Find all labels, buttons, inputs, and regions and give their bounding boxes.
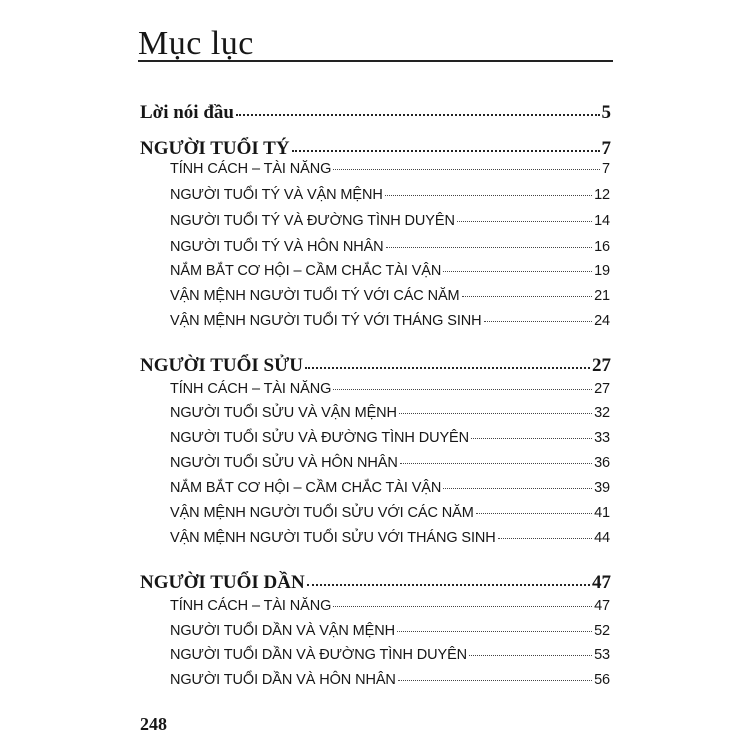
toc-entry-page: 21 (594, 288, 610, 304)
dot-leader (471, 438, 592, 439)
toc-entry-page: 32 (594, 405, 610, 421)
toc-subentry (170, 187, 610, 203)
toc-entry-page: 16 (594, 239, 610, 255)
dot-leader (398, 680, 592, 681)
toc-subentry (170, 288, 610, 304)
toc-entry-page: 53 (594, 647, 610, 663)
toc-subentry (170, 647, 610, 663)
toc-entry-page: 52 (594, 623, 610, 639)
toc-entry-page: 19 (594, 263, 610, 279)
toc-entry-page: 47 (592, 572, 611, 593)
toc-subentry (170, 263, 610, 279)
toc-entry-page: 5 (601, 102, 611, 123)
toc-entry-label: NẮM BẮT CƠ HỘI – CẦM CHẮC TÀI VẬN (170, 263, 442, 279)
toc-entry-page: 14 (594, 213, 610, 229)
toc-subentry (170, 455, 610, 471)
dot-leader (400, 463, 592, 464)
toc-entry-label: VẬN MỆNH NGƯỜI TUỔI TÝ VỚI THÁNG SINH (170, 313, 482, 329)
toc-entry-label: NGƯỜI TUỔI SỬU VÀ HÔN NHÂN (170, 455, 398, 471)
dot-leader (397, 631, 592, 632)
toc-subentry (170, 161, 610, 177)
toc-subentry (170, 239, 610, 255)
title-rule (138, 60, 613, 62)
dot-leader (399, 413, 592, 414)
toc-entry-page: 24 (594, 313, 610, 329)
toc-entry-page: 36 (594, 455, 610, 471)
toc-entry-page: 12 (594, 187, 610, 203)
toc-entry-label: NGƯỜI TUỔI TÝ VÀ VẬN MỆNH (170, 187, 383, 203)
dot-leader (236, 114, 600, 116)
toc-entry-label: VẬN MỆNH NGƯỜI TUỔI TÝ VỚI CÁC NĂM (170, 288, 460, 304)
toc-entry-label: VẬN MỆNH NGƯỜI TUỔI SỬU VỚI CÁC NĂM (170, 505, 474, 521)
toc-entry-page: 44 (594, 530, 610, 546)
toc-subentry (170, 530, 610, 546)
toc-entry-label: TÍNH CÁCH – TÀI NĂNG (170, 598, 332, 614)
toc-subentry (170, 623, 610, 639)
toc-entry-label: NGƯỜI TUỔI DẦN VÀ HÔN NHÂN (170, 672, 396, 688)
toc-section-heading (140, 138, 611, 160)
dot-leader (484, 321, 593, 322)
toc-section-heading (140, 355, 611, 377)
toc-entry-page: 56 (594, 672, 610, 688)
dot-leader (469, 655, 592, 656)
dot-leader (386, 247, 593, 248)
toc-entry-page: 7 (601, 138, 611, 159)
page-number: 248 (140, 714, 167, 734)
toc-entry-page: 27 (592, 355, 611, 376)
toc-subentry (170, 313, 610, 329)
toc-entry-label: VẬN MỆNH NGƯỜI TUỔI SỬU VỚI THÁNG SINH (170, 530, 496, 546)
dot-leader (333, 169, 600, 170)
toc-subentry (170, 672, 610, 688)
toc-subentry (170, 505, 610, 521)
toc-entry-page: 7 (602, 161, 610, 177)
toc-section-heading (140, 572, 611, 594)
toc-subentry (170, 381, 610, 397)
toc-entry-label: NGƯỜI TUỔI DẦN VÀ VẬN MỆNH (170, 623, 395, 639)
toc-subentry (170, 213, 610, 229)
dot-leader (443, 271, 592, 272)
toc-entry-page: 27 (594, 381, 610, 397)
toc-subentry (170, 598, 610, 614)
toc-entry-page: 39 (594, 480, 610, 496)
toc-entry-label: TÍNH CÁCH – TÀI NĂNG (170, 381, 332, 397)
toc-entry-preface (140, 102, 611, 124)
dot-leader (305, 367, 590, 369)
toc-entry-label: NGƯỜI TUỔI DẦN VÀ ĐƯỜNG TÌNH DUYÊN (170, 647, 468, 663)
toc-entry-label: TÍNH CÁCH – TÀI NĂNG (170, 161, 332, 177)
toc-entry-page: 33 (594, 430, 610, 446)
toc-entry-label: NGƯỜI TUỔI SỬU (140, 355, 303, 376)
dot-leader (443, 488, 592, 489)
dot-leader (462, 296, 593, 297)
toc-entry-page: 47 (594, 598, 610, 614)
page-title: Mục lục (138, 25, 254, 62)
dot-leader (333, 389, 592, 390)
toc-entry-label: NGƯỜI TUỔI DẦN (140, 572, 305, 593)
toc-subentry (170, 480, 610, 496)
toc-entry-label: NGƯỜI TUỔI SỬU VÀ VẬN MỆNH (170, 405, 397, 421)
toc-entry-label: Lời nói đầu (140, 102, 234, 123)
dot-leader (307, 584, 590, 586)
toc-subentry (170, 405, 610, 421)
dot-leader (292, 150, 600, 152)
dot-leader (385, 195, 592, 196)
toc-entry-label: NẮM BẮT CƠ HỘI – CẦM CHẮC TÀI VẬN (170, 480, 442, 496)
dot-leader (498, 538, 592, 539)
toc-entry-label: NGƯỜI TUỔI TÝ (140, 138, 290, 159)
dot-leader (333, 606, 592, 607)
dot-leader (476, 513, 592, 514)
toc-entry-page: 41 (594, 505, 610, 521)
dot-leader (457, 221, 592, 222)
toc-entry-label: NGƯỜI TUỔI TÝ VÀ ĐƯỜNG TÌNH DUYÊN (170, 213, 455, 229)
toc-entry-label: NGƯỜI TUỔI SỬU VÀ ĐƯỜNG TÌNH DUYÊN (170, 430, 469, 446)
toc-entry-label: NGƯỜI TUỔI TÝ VÀ HÔN NHÂN (170, 239, 384, 255)
toc-subentry (170, 430, 610, 446)
